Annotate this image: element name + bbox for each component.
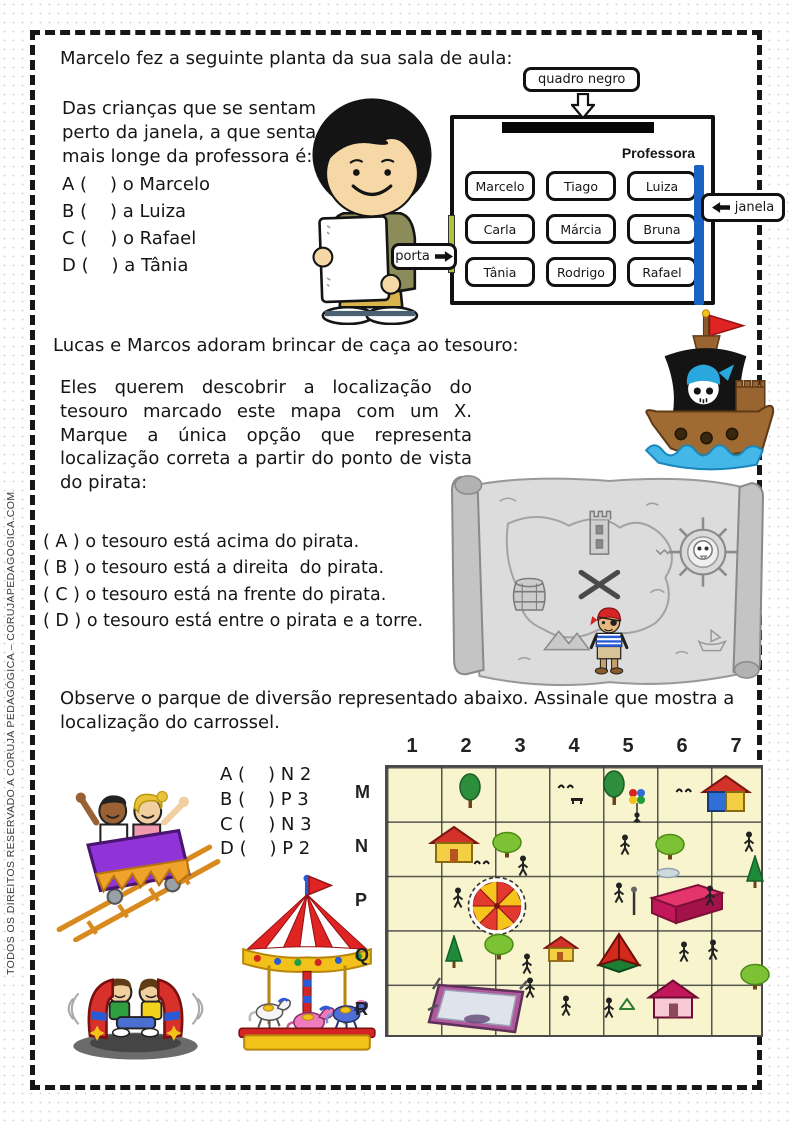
blackboard-label-text: quadro negro bbox=[538, 72, 626, 87]
desk-rodrigo: Rodrigo bbox=[546, 257, 616, 287]
park-item-person bbox=[520, 953, 533, 975]
park-item-person bbox=[706, 939, 719, 961]
right-arrow-icon bbox=[435, 251, 453, 262]
q1-title: Marcelo fez a seguinte planta da sua sala de aula: bbox=[60, 48, 513, 69]
desk-luiza: Luiza bbox=[627, 171, 697, 201]
q1-option-a[interactable]: A ( ) o Marcelo bbox=[62, 174, 210, 195]
park-item-pine-tree bbox=[745, 855, 765, 889]
col-label-5: 5 bbox=[622, 735, 634, 757]
park-item-triangle-sign bbox=[619, 998, 635, 1010]
copyright-text: TODOS OS DIREITOS RESERVADO A CORUJA PEDAGÓGICA – CORUJAPEDAGOGICA.COM bbox=[5, 491, 17, 975]
park-item-birds bbox=[474, 858, 491, 867]
map-tower-icon bbox=[590, 511, 610, 554]
park-item-person bbox=[743, 831, 756, 853]
door-tag-text: porta bbox=[395, 249, 430, 264]
col-label-1: 1 bbox=[406, 735, 418, 757]
park-item-person bbox=[559, 995, 572, 1017]
col-label-7: 7 bbox=[730, 735, 742, 757]
ship-flag-icon bbox=[710, 315, 744, 335]
left-arrow-icon bbox=[712, 202, 730, 213]
desk-rafael: Rafael bbox=[627, 257, 697, 287]
window-tag bbox=[701, 193, 785, 222]
desk-grid bbox=[465, 171, 697, 287]
q2-option-d[interactable]: ( D ) o tesouro está entre o pirata e a torre. bbox=[43, 610, 424, 631]
park-map bbox=[355, 735, 763, 1037]
treasure-map-illustration bbox=[447, 460, 767, 700]
park-item-bush-tree bbox=[654, 834, 686, 861]
park-item-person bbox=[704, 885, 717, 907]
window-bar bbox=[694, 165, 704, 305]
q1-option-b[interactable]: B ( ) a Luiza bbox=[62, 201, 187, 222]
park-grid bbox=[385, 765, 763, 1037]
q3-option-a[interactable]: A ( ) N 2 bbox=[220, 764, 312, 785]
row-label-n: N bbox=[355, 836, 368, 857]
q3-options bbox=[220, 763, 312, 862]
park-item-small-house bbox=[543, 935, 579, 963]
q2-option-a[interactable]: ( A ) o tesouro está acima do pirata. bbox=[43, 532, 360, 552]
park-item-person bbox=[613, 882, 626, 904]
desk-marcelo: Marcelo bbox=[465, 171, 535, 201]
q2-options bbox=[43, 529, 423, 634]
col-label-4: 4 bbox=[568, 735, 580, 757]
park-item-pond bbox=[656, 867, 680, 878]
map-barrel-icon bbox=[514, 578, 545, 609]
window-tag-text: janela bbox=[734, 200, 775, 215]
blackboard-label bbox=[523, 67, 640, 92]
desk-bruna: Bruna bbox=[627, 214, 697, 244]
q3-option-b[interactable]: B ( ) P 3 bbox=[220, 788, 309, 810]
park-item-birds bbox=[675, 785, 692, 794]
park-item-tent bbox=[595, 932, 643, 978]
roller-coaster-illustration bbox=[53, 777, 223, 942]
park-row-labels bbox=[355, 765, 385, 1037]
park-item-bush-tree bbox=[739, 964, 771, 991]
park-item-balloons bbox=[627, 788, 647, 824]
q1-options bbox=[62, 171, 210, 279]
row-label-p: P bbox=[355, 890, 368, 911]
carousel-horse-white bbox=[250, 999, 290, 1028]
q3-option-c[interactable]: C ( ) N 3 bbox=[220, 813, 312, 835]
spinning-ride-illustration bbox=[63, 938, 208, 1063]
teacher-label: Professora bbox=[621, 145, 695, 161]
door-tag bbox=[391, 243, 457, 270]
col-label-2: 2 bbox=[460, 735, 472, 757]
park-item-pool bbox=[425, 977, 533, 1039]
park-item-bench bbox=[570, 796, 584, 804]
park-item-birds bbox=[557, 781, 574, 790]
down-arrow-icon bbox=[571, 93, 595, 119]
q1-question: Das crianças que se sentam perto da janela, a que senta mais longe da professora é: bbox=[62, 98, 317, 167]
park-item-person bbox=[602, 997, 615, 1019]
q2-question: Eles querem descobrir a localização do tesouro marcado este mapa com um X. Marque a única opção que representa localização correta a partir do ponto de vista do pirata: bbox=[60, 377, 472, 493]
row-label-r: R bbox=[355, 999, 368, 1020]
park-item-pine-tree bbox=[444, 935, 464, 969]
park-item-umbrella bbox=[466, 875, 528, 937]
park-item-house-pink bbox=[645, 978, 701, 1023]
row-label-m: M bbox=[355, 781, 370, 802]
q2-option-c[interactable]: ( C ) o tesouro está na frente do pirata. bbox=[43, 584, 387, 605]
col-label-3: 3 bbox=[514, 735, 526, 757]
park-item-lamp bbox=[629, 886, 639, 916]
park-item-person bbox=[517, 855, 530, 877]
park-column-labels bbox=[355, 735, 763, 765]
q2-intro: Lucas e Marcos adoram brincar de caça ao tesouro: bbox=[53, 335, 519, 356]
park-item-person bbox=[677, 941, 690, 963]
pirate-ship-illustration bbox=[638, 301, 776, 477]
q2-option-b[interactable]: ( B ) o tesouro está a direita do pirata. bbox=[43, 558, 385, 579]
boy-illustration bbox=[283, 90, 461, 325]
desk-tiago: Tiago bbox=[546, 171, 616, 201]
park-item-house-blue bbox=[700, 773, 752, 815]
desk-tania: Tânia bbox=[465, 257, 535, 287]
park-item-bush-tree bbox=[483, 933, 515, 960]
q3-question: Observe o parque de diversão representado abaixo. Assinale que mostra a localização do carrossel. bbox=[60, 688, 735, 733]
park-item-house-red bbox=[428, 824, 480, 866]
q3-option-d[interactable]: D ( ) P 2 bbox=[220, 838, 311, 860]
q1-option-c[interactable]: C ( ) o Rafael bbox=[62, 228, 197, 249]
park-item-round-tree bbox=[457, 773, 483, 809]
q1-option-d[interactable]: D ( ) a Tânia bbox=[62, 255, 189, 276]
blackboard bbox=[502, 122, 654, 133]
col-label-6: 6 bbox=[676, 735, 688, 757]
row-label-q: Q bbox=[355, 944, 370, 965]
park-item-person bbox=[618, 834, 631, 856]
park-item-person bbox=[451, 887, 464, 909]
park-item-round-tree bbox=[601, 770, 627, 806]
desk-marcia: Márcia bbox=[546, 214, 616, 244]
desk-carla: Carla bbox=[465, 214, 535, 244]
classroom-room bbox=[450, 115, 715, 305]
park-item-bush-tree bbox=[491, 831, 523, 858]
worksheet-border bbox=[30, 30, 775, 1090]
park-item-person bbox=[524, 977, 537, 999]
